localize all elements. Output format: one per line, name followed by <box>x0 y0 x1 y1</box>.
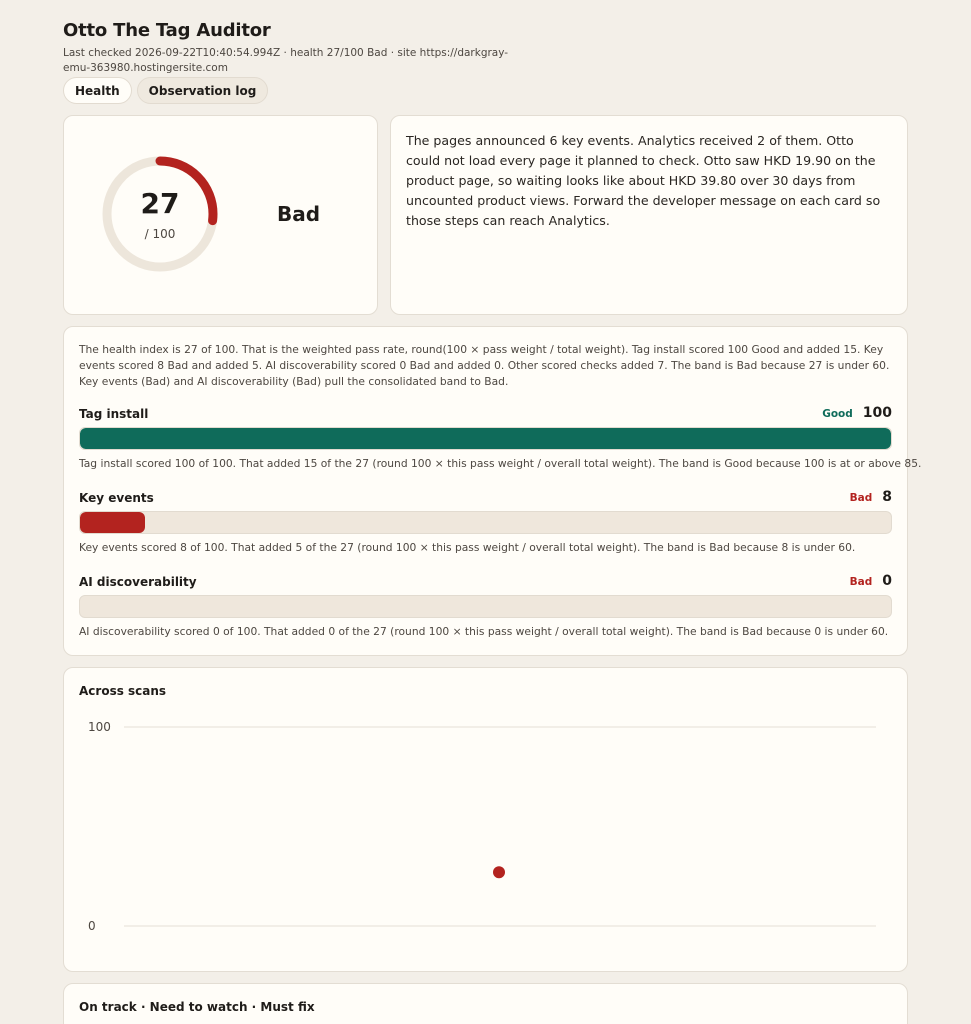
health-score-card <box>63 115 378 315</box>
tab-observation-log[interactable]: Observation log <box>137 77 269 104</box>
metric-score: 100 <box>862 405 892 421</box>
page-header <box>63 19 523 76</box>
health-score-value: 27 <box>140 187 180 220</box>
metric-tag-install <box>79 405 922 477</box>
summary-card <box>390 115 908 315</box>
health-gauge <box>100 154 220 274</box>
view-tabs <box>63 77 268 104</box>
app-title: Otto The Tag Auditor <box>63 20 271 41</box>
metric-ai-discoverability <box>79 575 892 645</box>
score-breakdown-card <box>63 326 922 656</box>
metric-bar-track <box>79 511 892 534</box>
metric-name: AI discoverability <box>79 575 197 589</box>
last-checked-meta: Last checked 2026-09-22T10:40:54.994Z · health 27/100 Bad · site https://darkgray-emu-363980.hostingersite.com <box>63 47 509 74</box>
health-band-label: Bad <box>277 202 321 226</box>
trend-title: Across scans <box>79 684 167 698</box>
metric-name: Tag install <box>79 407 149 421</box>
metric-band-badge: Good <box>822 408 853 420</box>
trend-y-tick-label: 100 <box>88 720 111 734</box>
metric-bar-track <box>79 427 892 450</box>
summary-text: The pages announced 6 key events. Analytics received 2 of them. Otto could not load every page it planned to check. Otto saw HKD 19.90 on the product page, so waiting looks like about HKD 39.80 over 30 days from uncounted product views. Forward the developer message on each card so those steps can reach Analytics. <box>406 133 881 228</box>
metric-bar-fill <box>80 428 891 449</box>
metric-key-events <box>79 491 892 561</box>
metric-score: 0 <box>882 573 892 589</box>
metric-note: AI discoverability scored 0 of 100. That added 0 of the 27 (round 100 × this pass weight / overall total weight). The band is Bad because 0 is under 60. <box>79 625 889 638</box>
status-card <box>63 983 908 1024</box>
metric-band-badge: Bad <box>849 492 873 504</box>
metric-note: Key events scored 8 of 100. That added 5 of the 27 (round 100 × this pass weight / overall total weight). The band is Bad because 8 is under 60. <box>79 541 856 554</box>
metric-band-badge: Bad <box>849 576 873 588</box>
trend-y-tick-label: 0 <box>88 919 96 933</box>
metric-name: Key events <box>79 491 154 505</box>
trend-chart <box>64 668 909 973</box>
metric-bar-track <box>79 595 892 618</box>
breakdown-intro: The health index is 27 of 100. That is the weighted pass rate, round(100 × pass weight / total weight). Tag install scored 100 Good and added 15. Key events scored 8 Bad and added 5. AI discoverability scored 0 Bad and added 0. Other scored checks added 7. The band is Bad because 27 is under 60. Key events (Bad) and AI discoverability (Bad) pull the consolidated band to Bad. <box>79 343 890 388</box>
health-score-denominator: / 100 <box>144 227 176 241</box>
metric-bar-fill <box>80 512 145 533</box>
metric-note: Tag install scored 100 of 100. That added 15 of the 27 (round 100 × this pass weight / overall total weight). The band is Good because 100 is at or above 85. <box>79 457 922 470</box>
trend-point[interactable] <box>493 866 505 878</box>
metric-score: 8 <box>882 489 892 505</box>
status-title: On track · Need to watch · Must fix <box>79 1000 315 1014</box>
trend-card <box>63 667 908 972</box>
tab-health[interactable]: Health <box>63 77 132 104</box>
